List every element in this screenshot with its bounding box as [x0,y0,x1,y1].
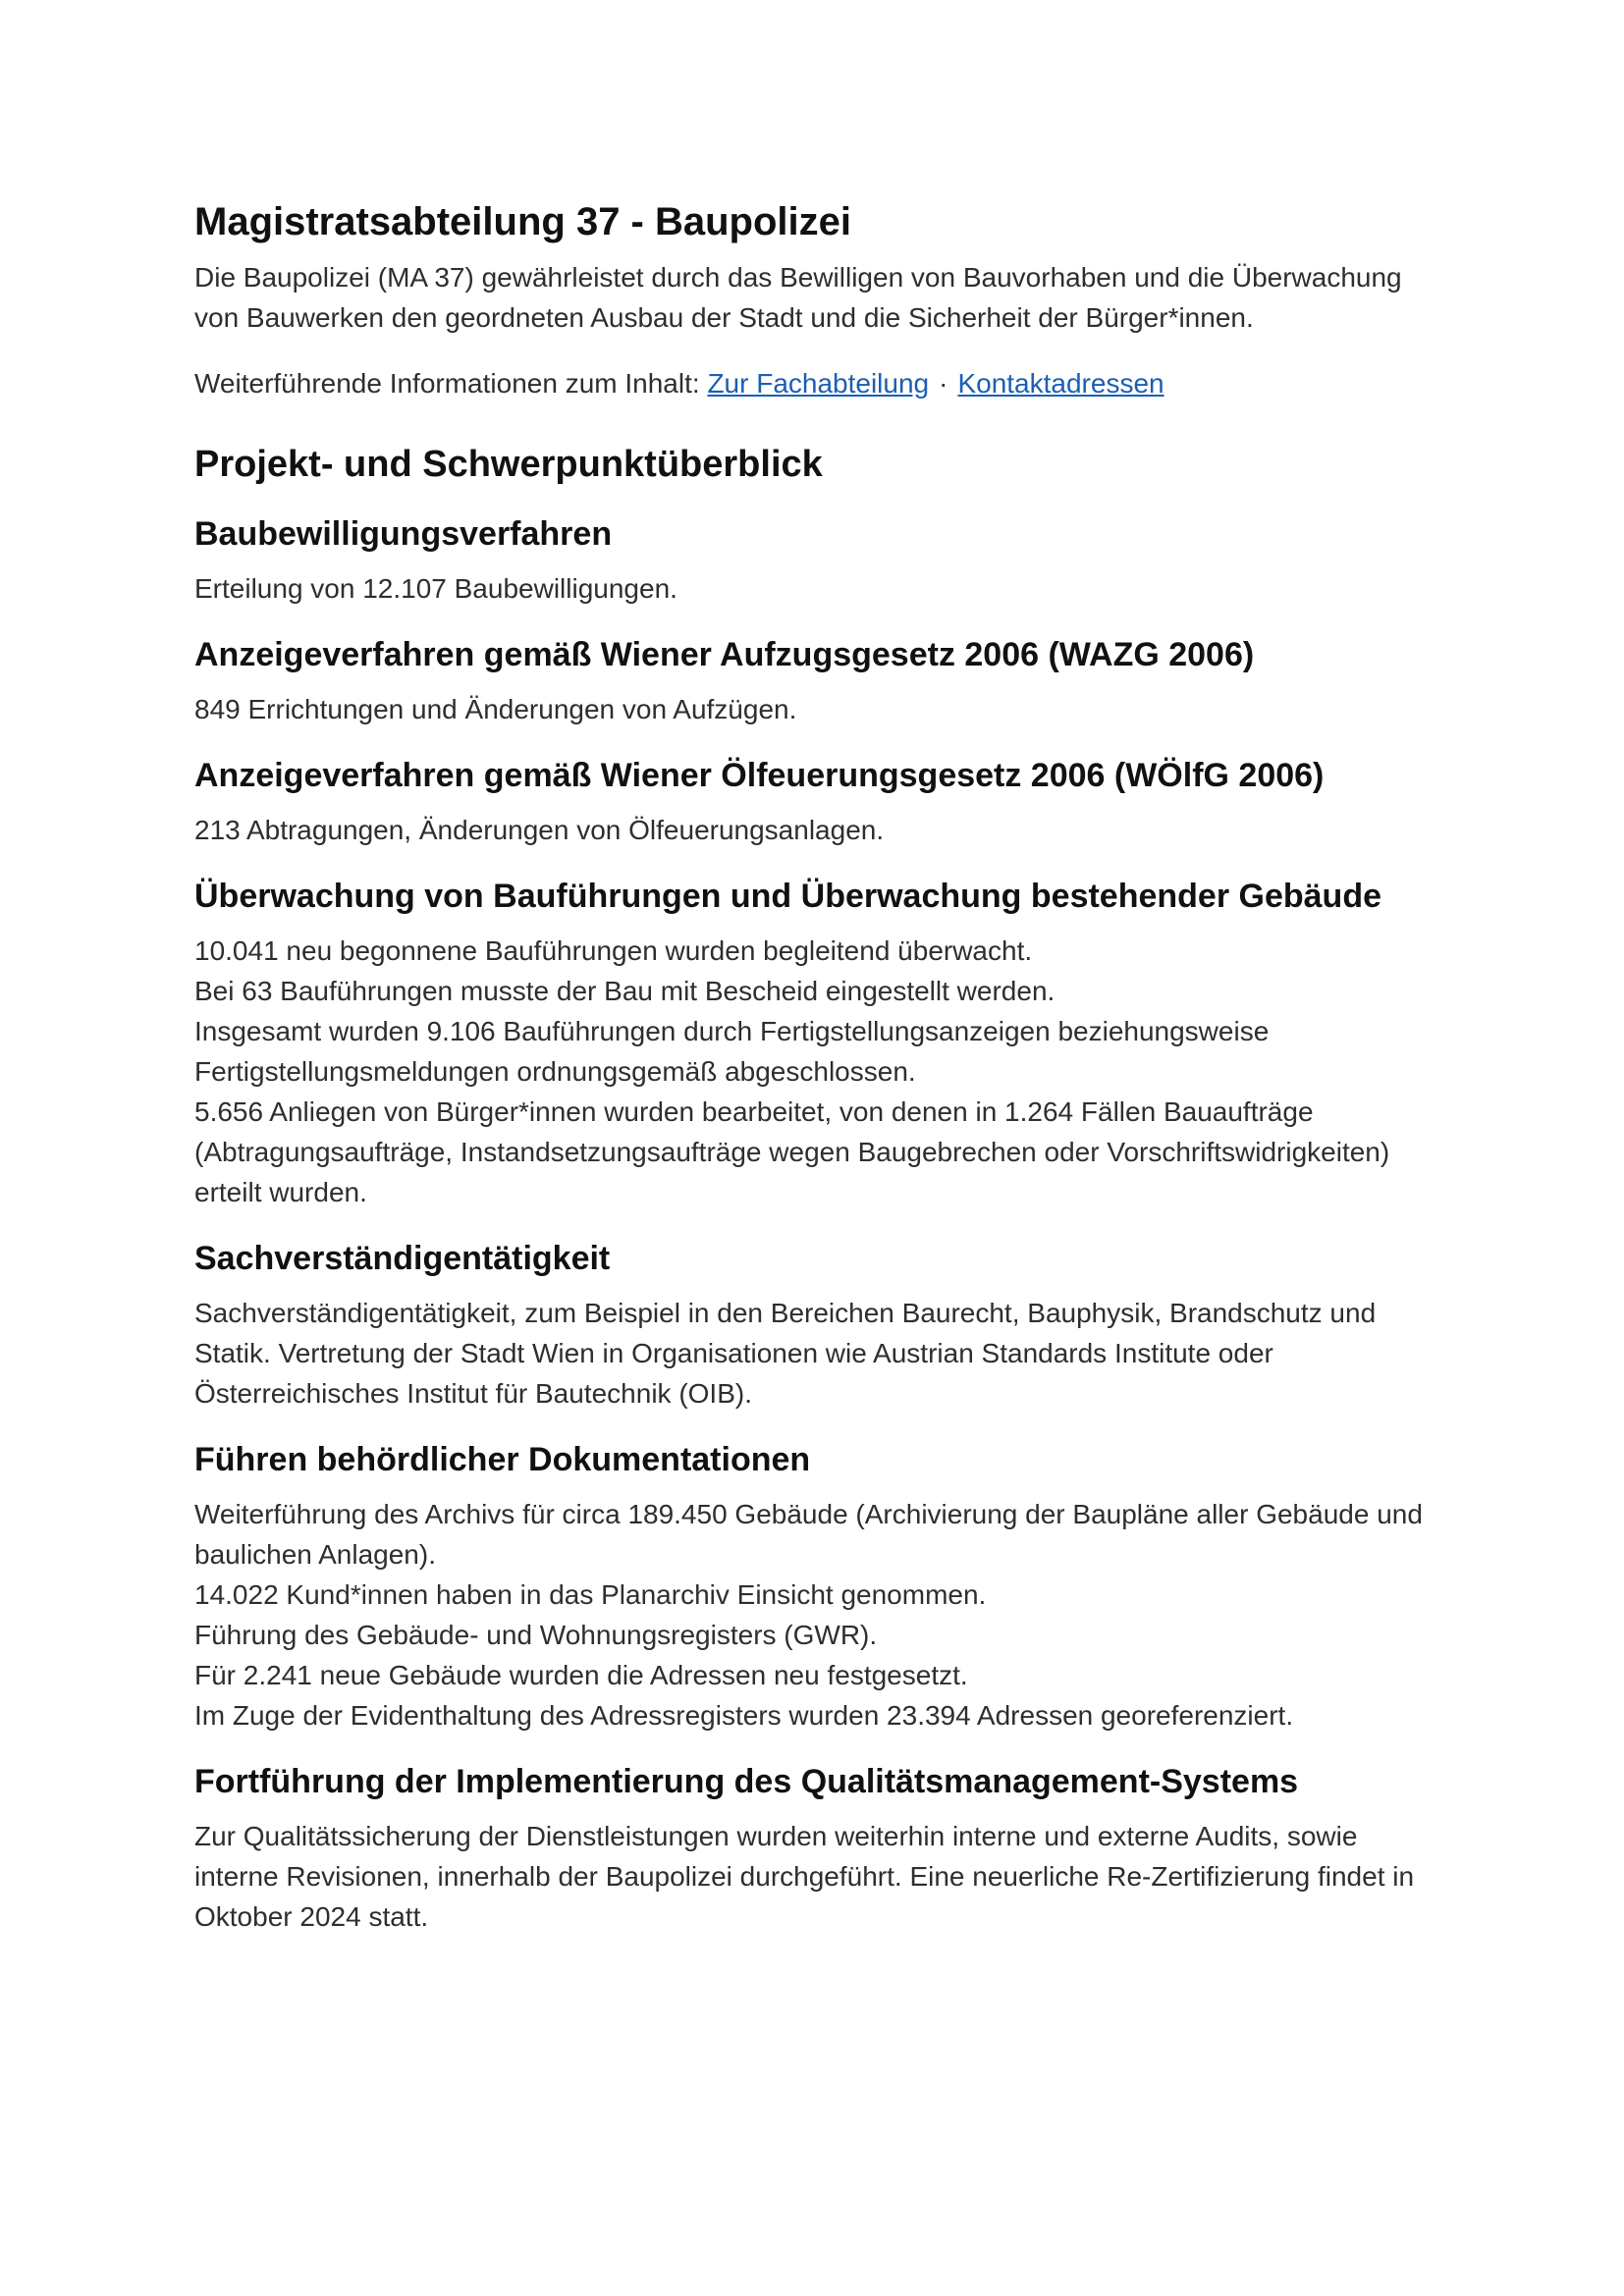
section-sachverstaendige [194,1234,1441,1414]
section-oelfeuerungsgesetz [194,751,1441,850]
section-line: Erteilung von 12.107 Baubewilligungen. [194,573,677,604]
section-line: Im Zuge der Evidenthaltung des Adressregisters wurden 23.394 Adressen georeferenziert. [194,1700,1294,1731]
section-line: 5.656 Anliegen von Bürger*innen wurden bearbeitet, von denen in 1.264 Fällen Bauaufträge (Abtragungsaufträge, Instandsetzungsaufträge wegen Baugebrechen oder Vorschriftswidrigkeiten) erteilt wurden. [194,1096,1390,1207]
link-separator: · [939,368,948,399]
page-title: Magistratsabteilung 37 - Baupolizei [194,200,852,243]
section-line: 10.041 neu begonnene Bauführungen wurden begleitend überwacht. [194,935,1033,966]
section-line: 14.022 Kund*innen haben in das Planarchiv Einsicht genommen. [194,1579,987,1610]
link-kontaktadressen[interactable]: Kontaktadressen [957,368,1164,399]
section-line: Für 2.241 neue Gebäude wurden die Adressen neu festgesetzt. [194,1660,968,1690]
section-line: Bei 63 Bauführungen musste der Bau mit Bescheid eingestellt werden. [194,976,1056,1006]
section-line: Führung des Gebäude- und Wohnungsregisters (GWR). [194,1620,878,1650]
intro-paragraph: Die Baupolizei (MA 37) gewährleistet durch das Bewilligen von Bauvorhaben und die Überwachung von Bauwerken den geordneten Ausbau der Stadt und die Sicherheit der Bürger*innen. [194,262,1402,333]
overview-title: Projekt- und Schwerpunktüberblick [194,444,823,485]
section-line: Zur Qualitätssicherung der Dienstleistungen wurden weiterhin interne und externe Audits, sowie interne Revisionen, innerhalb der Baupolizei durchgeführt. Eine neuerliche Re-Zertifizierung findet in Oktober 2024 statt. [194,1821,1415,1932]
section-qualitaetsmanagement [194,1757,1441,1937]
section-baubewilligung [194,509,1441,609]
section-line: 213 Abtragungen, Änderungen von Ölfeuerungsanlagen. [194,815,885,845]
section-line: Insgesamt wurden 9.106 Bauführungen durch Fertigstellungsanzeigen beziehungsweise Fertigstellungsmeldungen ordnungsgemäß abgeschlossen. [194,1016,1270,1087]
section-heading: Baubewilligungsverfahren [194,515,613,553]
section-ueberwachung [194,872,1441,1212]
section-line: Weiterführung des Archivs für circa 189.450 Gebäude (Archivierung der Baupläne aller Gebäude und baulichen Anlagen). [194,1499,1423,1570]
section-heading: Sachverständigentätigkeit [194,1240,611,1277]
section-dokumentationen [194,1435,1441,1735]
section-heading: Anzeigeverfahren gemäß Wiener Aufzugsgesetz 2006 (WAZG 2006) [194,636,1255,673]
further-info-label: Weiterführende Informationen zum Inhalt: [194,368,700,399]
section-heading: Überwachung von Bauführungen und Überwachung bestehender Gebäude [194,878,1381,915]
link-fachabteilung[interactable]: Zur Fachabteilung [707,368,930,399]
section-heading: Führen behördlicher Dokumentationen [194,1441,811,1478]
section-heading: Fortführung der Implementierung des Qualitätsmanagement-Systems [194,1763,1299,1800]
section-line: 849 Errichtungen und Änderungen von Aufzügen. [194,694,797,724]
section-line: Sachverständigentätigkeit, zum Beispiel in den Bereichen Baurecht, Bauphysik, Brandschutz und Statik. Vertretung der Stadt Wien in Organisationen wie Austrian Standards Institute oder Österreichisches Institut für Bautechnik (OIB). [194,1298,1377,1409]
section-aufzugsgesetz [194,630,1441,729]
document-page [194,196,1441,1958]
further-info-line [194,363,1441,403]
section-heading: Anzeigeverfahren gemäß Wiener Ölfeuerungsgesetz 2006 (WÖlfG 2006) [194,757,1325,794]
